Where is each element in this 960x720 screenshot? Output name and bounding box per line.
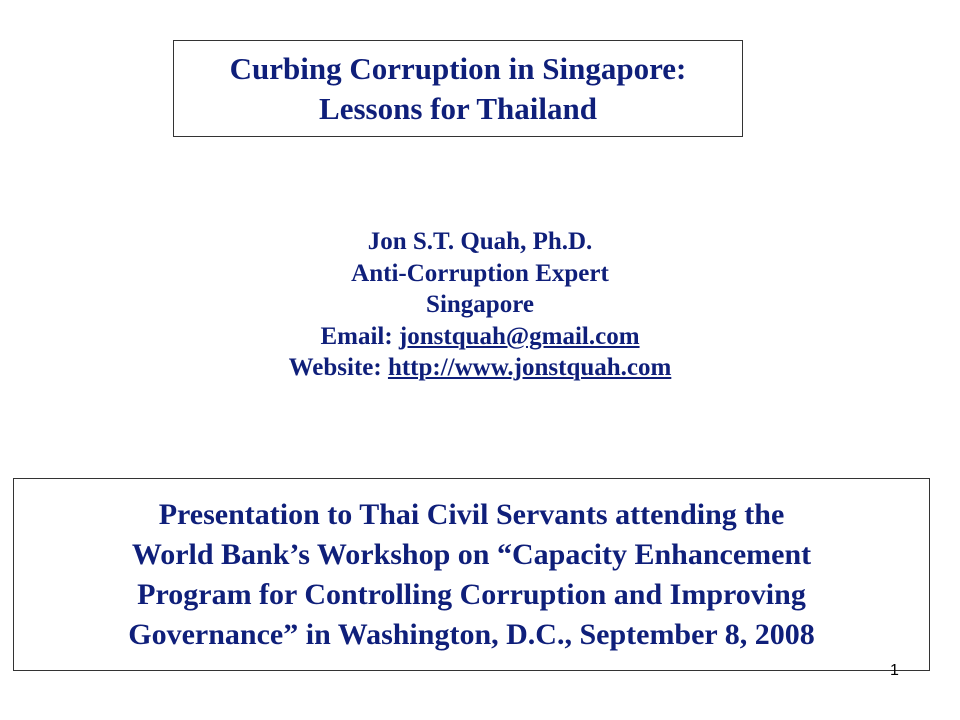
title-box: [173, 40, 743, 137]
presentation-line-3: Program for Controlling Corruption and Improving: [137, 577, 806, 611]
email-link[interactable]: jonstquah@gmail.com: [398, 322, 640, 350]
author-name: Jon S.T. Quah, Ph.D.: [367, 228, 593, 255]
author-block: [0, 226, 960, 384]
email-label: Email:: [320, 322, 399, 350]
website-link[interactable]: http://www.jonstquah.com: [387, 354, 672, 381]
presentation-line-1: Presentation to Thai Civil Servants attending the: [158, 497, 785, 531]
title-line-2: Lessons for Thailand: [319, 90, 597, 126]
website-label: Website:: [288, 354, 388, 381]
presentation-line-2: World Bank’s Workshop on “Capacity Enhancement: [131, 537, 812, 571]
presentation-line-4: Governance” in Washington, D.C., September 8, 2008: [128, 617, 815, 651]
title-line-1: Curbing Corruption in Singapore:: [229, 50, 687, 86]
website-line: [0, 352, 960, 384]
author-location: Singapore: [426, 291, 534, 318]
slide-number: 1: [890, 662, 899, 679]
email-line: [0, 321, 960, 353]
author-role: Anti-Corruption Expert: [351, 259, 609, 287]
presentation-box: [13, 478, 930, 671]
